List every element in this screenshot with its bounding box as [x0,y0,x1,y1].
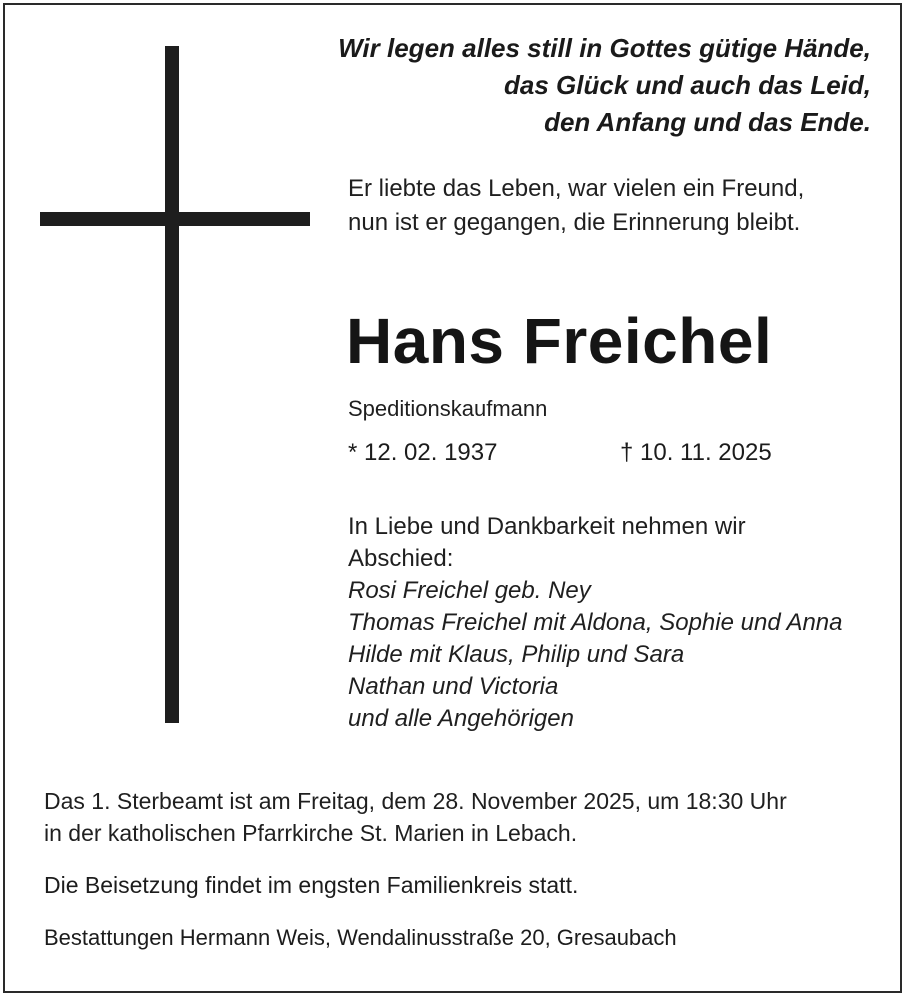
birth-date: * 12. 02. 1937 [348,439,498,466]
service-line: in der katholischen Pfarrkirche St. Marien in Lebach. [44,820,578,846]
burial-notice: Die Beisetzung findet im engsten Familienkreis statt. [44,872,579,898]
mourner-name: und alle Angehörigen [348,705,574,732]
service-notice [44,785,787,849]
quote-line: Er liebte das Leben, war vielen ein Freund, [348,175,805,202]
cross-vertical-beam [165,46,179,723]
deceased-name: Hans Freichel [346,305,773,377]
mourners-intro: In Liebe und Dankbarkeit nehmen wir Abschied: [348,513,746,572]
undertaker-info: Bestattungen Hermann Weis, Wendalinusstraße 20, Gresaubach [44,925,677,950]
deceased-profession: Speditionskaufmann [348,396,548,421]
motto-verse [338,30,871,141]
mourner-name: Nathan und Victoria [348,673,559,700]
death-date: † 10. 11. 2025 [620,439,772,466]
motto-line: Wir legen alles still in Gottes gütige Hände, [338,33,871,63]
memorial-quote [348,172,804,240]
mourner-name: Thomas Freichel mit Aldona, Sophie und Anna [348,609,843,636]
cross-horizontal-beam [40,212,310,226]
mourners-block [348,511,843,735]
motto-line: das Glück und auch das Leid, [504,70,871,100]
service-line: Das 1. Sterbeamt ist am Freitag, dem 28. November 2025, um 18:30 Uhr [44,788,787,814]
mourner-name: Hilde mit Klaus, Philip und Sara [348,641,685,668]
mourner-name: Rosi Freichel geb. Ney [348,577,591,604]
motto-line: den Anfang und das Ende. [544,107,871,137]
quote-line: nun ist er gegangen, die Erinnerung bleibt. [348,209,801,236]
